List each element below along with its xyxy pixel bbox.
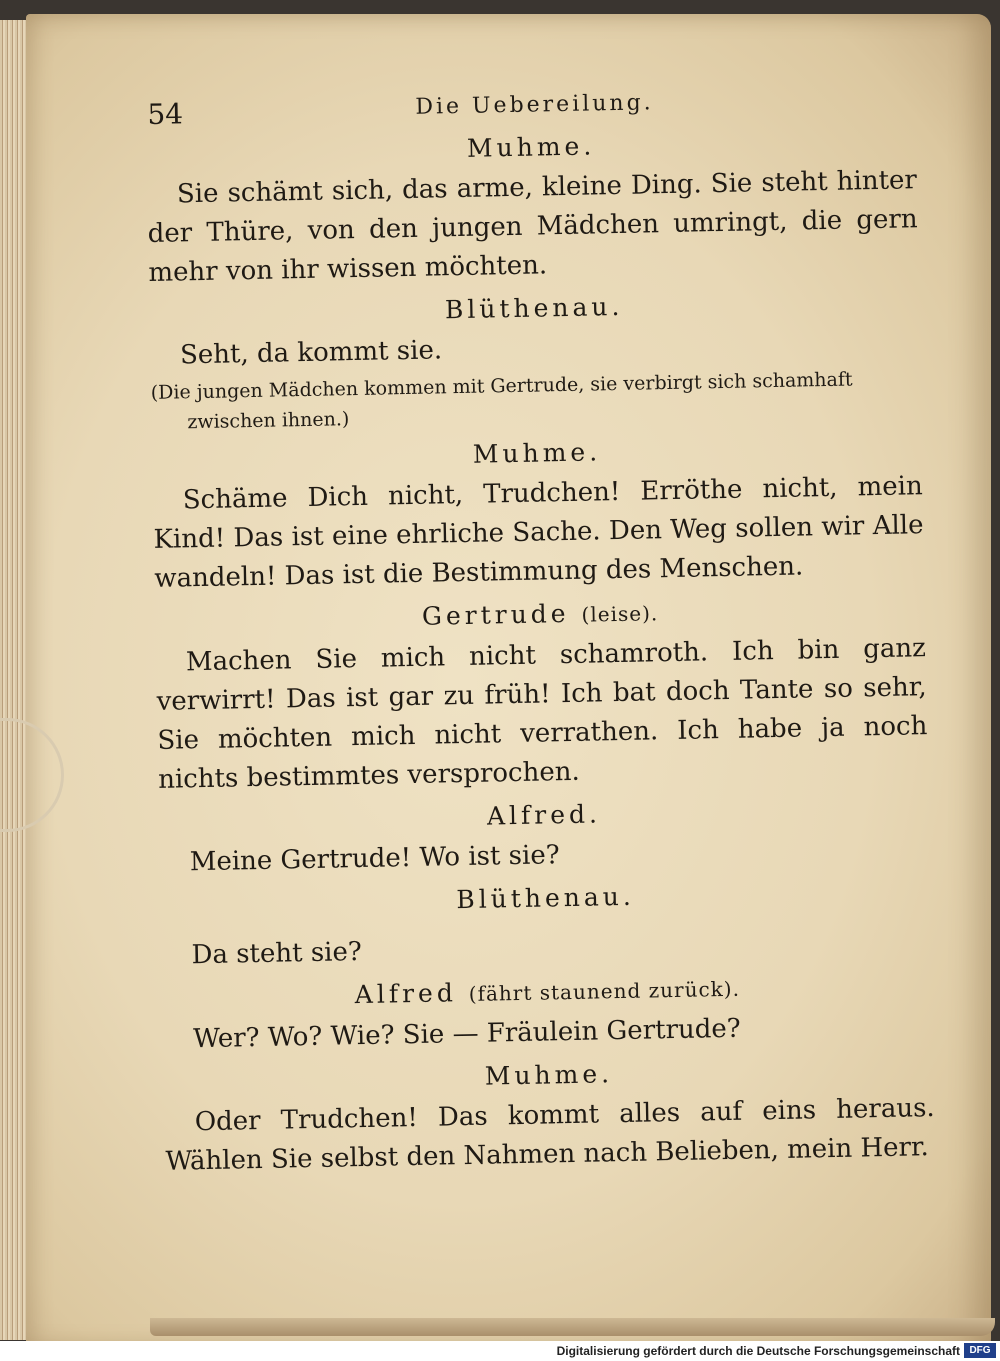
- footer-bar: [0, 1341, 1000, 1361]
- page-number: 54: [147, 97, 184, 131]
- speaker-name: Muhme.: [484, 1059, 614, 1091]
- page-bottom-edge: [150, 1318, 995, 1336]
- speaker-direction: (leise).: [581, 601, 659, 627]
- stage-direction-line: (Die jungen Mädchen kommen mit Gertrude, sie verbirgt sich schamhaft: [150, 368, 853, 404]
- page-text: [145, 77, 936, 1182]
- speaker-name: Muhme.: [466, 131, 596, 163]
- speaker-name: Alfred.: [486, 799, 602, 831]
- stage-direction-line: zwischen ihnen.): [187, 408, 350, 434]
- funding-credit: Digitalisierung gefördert durch die Deutsche Forschungsgemeinschaft: [556, 1344, 960, 1358]
- speech-text: Wer? Wo? Wie? Sie — Fräulein Gertrude?: [192, 1013, 741, 1055]
- speech-text: Seht, da kommt sie.: [179, 335, 443, 371]
- speaker-name: Alfred: [354, 978, 458, 1010]
- speech-text: Schäme Dich nicht, Trudchen! Erröthe nicht, mein Kind! Das ist eine ehrliche Sache. Den Weg sollen wir Alle wandeln! Das ist die Bestimmung des Menschen.: [153, 471, 924, 594]
- speaker-name: Muhme.: [472, 437, 602, 469]
- speaker-name: Gertrude: [421, 598, 570, 631]
- speech-text: Da steht sie?: [191, 936, 363, 971]
- speaker-name: Blüthenau.: [456, 881, 636, 915]
- speaker-direction: (fährt staunend zurück).: [468, 976, 741, 1006]
- running-title: Die Uebereilung.: [415, 90, 654, 120]
- speech-text: Oder Trudchen! Das kommt alles auf eins heraus. Wählen Sie selbst den Nahmen nach Belieben, mein Herr.: [165, 1093, 935, 1177]
- speech-text: Machen Sie mich nicht schamroth. Ich bin ganz verwirrt! Das ist gar zu früh! Ich bat doch Tante so sehr, Sie möchten mich nicht verrathen. Ich habe ja noch nichts bestimmtes versprochen.: [156, 633, 928, 795]
- speech-text: Meine Gertrude! Wo ist sie?: [189, 840, 560, 878]
- dfg-logo: DFG: [964, 1343, 996, 1358]
- speech-text: Sie schämt sich, das arme, kleine Ding. Sie steht hinter der Thüre, von den jungen Mädchen umringt, die gern mehr von ihr wissen möchten.: [147, 165, 918, 288]
- speaker-name: Blüthenau.: [444, 291, 624, 325]
- stage-direction: [150, 363, 921, 438]
